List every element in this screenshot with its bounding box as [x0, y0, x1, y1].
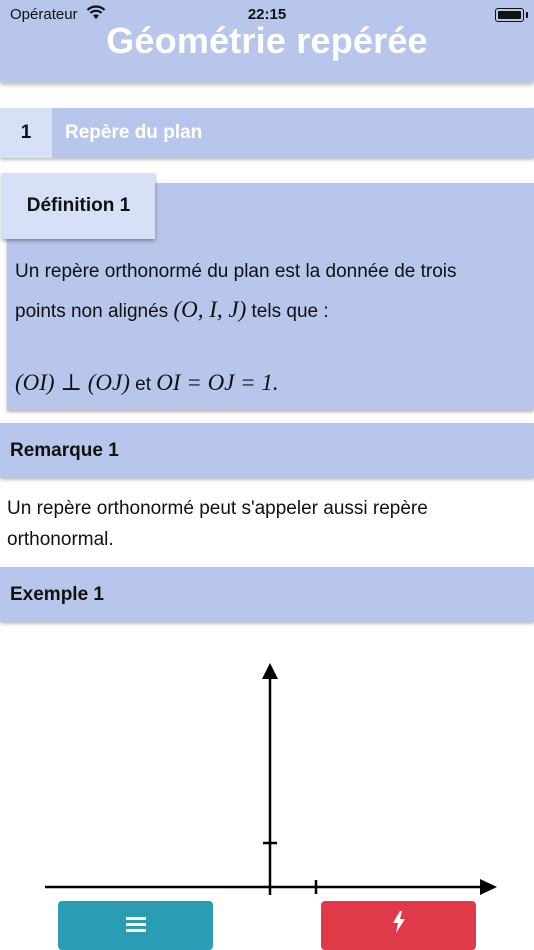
remark-label: Remarque 1: [10, 440, 119, 461]
definition-text: [15, 253, 520, 331]
section-header: [0, 108, 534, 158]
definition-formula: [15, 365, 520, 403]
status-time: 22:15: [247, 6, 287, 23]
section-title: Repère du plan: [65, 122, 203, 143]
formula-unit-lengths: OI = OJ = 1.: [156, 370, 279, 395]
coordinate-axes-figure: [0, 655, 534, 905]
x-axis-arrowhead: [480, 879, 497, 895]
menu-button[interactable]: [58, 901, 213, 950]
carrier-name: Opérateur: [10, 6, 78, 23]
definition-line-2-end: tels que :: [251, 301, 329, 322]
math-points: (O, I, J): [173, 297, 247, 322]
app-header: [0, 0, 534, 82]
page-title: Géométrie repérée: [106, 20, 428, 61]
hamburger-menu-icon: [126, 912, 146, 940]
y-axis-arrowhead: [262, 663, 278, 679]
definition-label: Définition 1: [2, 173, 155, 239]
example-label: Exemple 1: [10, 584, 104, 605]
definition-line-1: Un repère orthonormé du plan est la donnée de trois: [15, 261, 457, 282]
flash-button[interactable]: [321, 901, 476, 950]
remark-text: Un repère orthonormé peut s'appeler aussi repère orthonormal.: [7, 498, 428, 550]
lightning-icon: [392, 911, 406, 940]
example-header: [0, 567, 534, 622]
remark-header: [0, 423, 534, 478]
formula-connector: et: [135, 374, 151, 395]
definition-line-2-start: points non alignés: [15, 301, 169, 322]
section-number: 1: [0, 108, 52, 158]
formula-perpendicular: (OI) ⊥ (OJ): [15, 370, 130, 395]
